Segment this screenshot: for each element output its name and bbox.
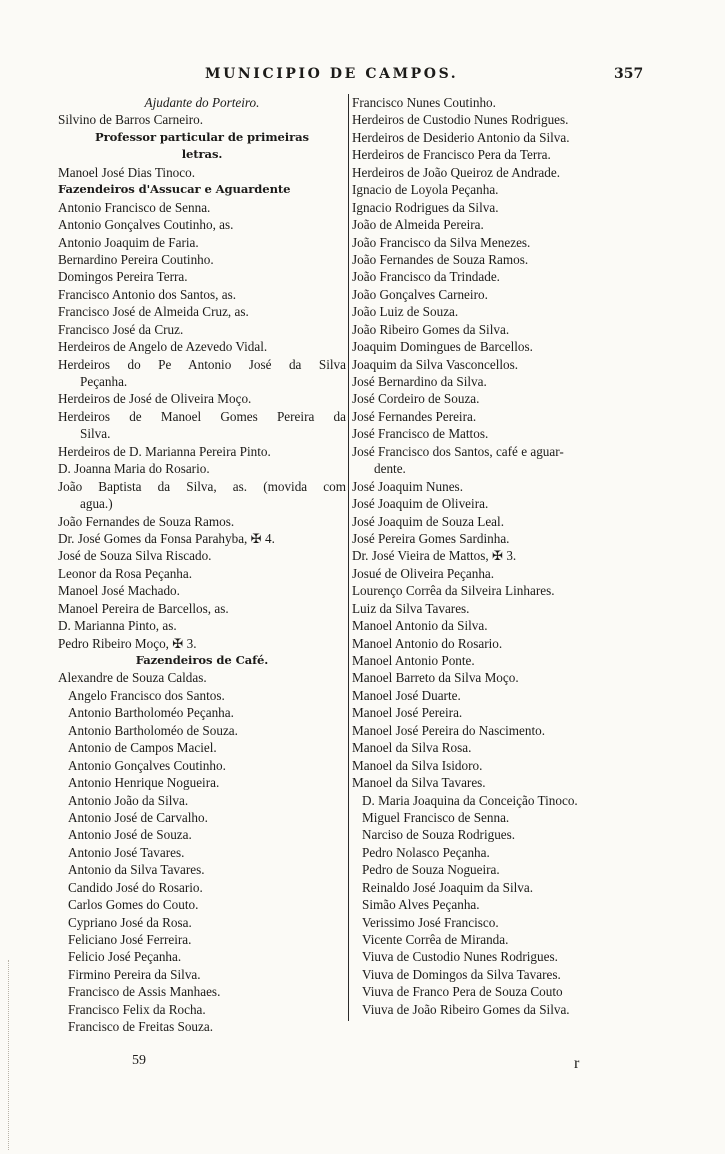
directory-line: Manoel José Pereira. — [352, 705, 463, 721]
directory-line: Felicio José Peçanha. — [68, 949, 182, 965]
directory-line: Herdeiros de Custodio Nunes Rodrigues. — [352, 112, 569, 128]
directory-line: Herdeiros de João Queiroz de Andrade. — [352, 164, 560, 180]
directory-line: João Baptista da Silva, as. (movida com — [58, 478, 346, 494]
directory-line: Angelo Francisco dos Santos. — [68, 687, 225, 703]
directory-line: José Cordeiro de Souza. — [352, 391, 480, 407]
directory-line: Manoel da Silva Rosa. — [352, 740, 472, 756]
directory-line: Fazendeiros d'Assucar e Aguardente — [58, 182, 291, 197]
footer-mark: r — [574, 1055, 580, 1072]
directory-line: D. Joanna Maria do Rosario. — [58, 461, 210, 477]
directory-line: José Joaquim de Oliveira. — [352, 496, 489, 512]
directory-line: Antonio Joaquim de Faria. — [58, 234, 199, 250]
directory-line: agua.) — [80, 496, 113, 512]
directory-line: José Joaquim de Souza Leal. — [352, 513, 504, 529]
directory-line: Firmino Pereira da Silva. — [68, 966, 201, 982]
directory-line: Peçanha. — [80, 374, 128, 389]
directory-line: Viuva de Domingos da Silva Tavares. — [362, 966, 561, 982]
directory-line: Dr. José Gomes da Fonsa Parahyba, ✠ 4. — [58, 530, 275, 546]
directory-line: Herdeiros de Manoel Gomes Pereira da — [58, 408, 346, 424]
directory-line: Manoel José Duarte. — [352, 687, 461, 703]
directory-line: João Fernandes de Souza Ramos. — [352, 251, 529, 267]
directory-line: Manoel José Machado. — [58, 583, 180, 599]
page-number: 357 — [614, 66, 644, 82]
directory-line: Francisco José da Cruz. — [58, 321, 184, 337]
directory-line: Francisco Antonio dos Santos, as. — [58, 286, 237, 302]
directory-line: Pedro Nolasco Peçanha. — [362, 844, 490, 860]
directory-line: Antonio Francisco de Senna. — [58, 199, 211, 215]
directory-line: Leonor da Rosa Peçanha. — [58, 565, 193, 581]
directory-line: Viuva de Franco Pera de Souza Couto — [362, 984, 563, 1000]
directory-line: Francisco de Assis Manhaes. — [68, 984, 221, 1000]
directory-line: Viuva de Custodio Nunes Rodrigues. — [362, 949, 558, 965]
directory-line: Alexandre de Souza Caldas. — [58, 670, 207, 686]
directory-line: Bernardino Pereira Coutinho. — [58, 251, 214, 267]
directory-line: José Joaquim Nunes. — [352, 478, 463, 494]
directory-line: João de Almeida Pereira. — [352, 217, 484, 233]
directory-line: Pedro de Souza Nogueira. — [362, 862, 500, 878]
directory-line: Manoel Antonio do Rosario. — [352, 635, 503, 651]
directory-line: Domingos Pereira Terra. — [58, 269, 188, 285]
directory-line: Herdeiros de Angelo de Azevedo Vidal. — [58, 339, 268, 355]
directory-line: Manoel Pereira de Barcellos, as. — [58, 600, 229, 616]
directory-line: Miguel Francisco de Senna. — [362, 809, 510, 825]
right-column — [348, 94, 678, 1021]
directory-line: Antonio Gonçalves Coutinho, as. — [58, 217, 234, 233]
directory-line: Josué de Oliveira Peçanha. — [352, 565, 495, 581]
directory-line: Silvino de Barros Carneiro. — [58, 112, 204, 128]
directory-line: Francisco Nunes Coutinho. — [352, 95, 496, 110]
directory-line: Antonio João da Silva. — [68, 792, 189, 808]
directory-line: João Gonçalves Carneiro. — [352, 286, 488, 302]
directory-line: Narciso de Souza Rodrigues. — [362, 827, 516, 843]
directory-line: Carlos Gomes do Couto. — [68, 897, 199, 913]
directory-line: João Fernandes de Souza Ramos. — [58, 513, 235, 529]
directory-line: Pedro Ribeiro Moço, ✠ 3. — [58, 635, 197, 651]
page-header — [0, 66, 725, 88]
directory-line: Antonio de Campos Maciel. — [68, 740, 217, 756]
directory-line: Reinaldo José Joaquim da Silva. — [362, 879, 534, 895]
directory-line: Vicente Corrêa de Miranda. — [362, 932, 509, 947]
directory-line: Ignacio de Loyola Peçanha. — [352, 182, 499, 198]
directory-line: Antonio José de Souza. — [68, 827, 192, 843]
directory-line: João Francisco da Trindade. — [352, 269, 500, 285]
directory-line: Simão Alves Peçanha. — [362, 897, 480, 913]
directory-line: dente. — [374, 461, 406, 477]
signature-mark: 59 — [132, 1053, 146, 1068]
directory-line: Lourenço Corrêa da Silveira Linhares. — [352, 583, 555, 599]
directory-line: João Francisco da Silva Menezes. — [352, 234, 531, 250]
directory-line: José de Souza Silva Riscado. — [58, 548, 212, 564]
directory-line: Silva. — [80, 426, 111, 442]
directory-line: Dr. José Vieira de Mattos, ✠ 3. — [352, 548, 517, 564]
directory-line: Fazendeiros de Café. — [135, 653, 269, 667]
directory-line: Viuva de João Ribeiro Gomes da Silva. — [362, 1001, 570, 1017]
directory-line: Antonio Bartholoméo Peçanha. — [68, 705, 234, 721]
directory-line: letras. — [181, 147, 223, 162]
directory-line: Manoel Antonio Ponte. — [352, 653, 475, 668]
margin-rule — [8, 960, 9, 1150]
directory-line: Francisco de Freitas Souza. — [68, 1019, 214, 1035]
page-title: MUNICIPIO DE CAMPOS. — [205, 66, 459, 82]
directory-line: José Francisco de Mattos. — [352, 426, 489, 442]
directory-line: Cypriano José da Rosa. — [68, 914, 192, 930]
directory-line: Antonio Gonçalves Coutinho. — [68, 757, 226, 773]
directory-line: José Francisco dos Santos, café e aguar- — [352, 443, 564, 459]
directory-line: Antonio da Silva Tavares. — [68, 862, 205, 878]
directory-line: Candido José do Rosario. — [68, 879, 203, 895]
directory-line: Antonio José Tavares. — [68, 844, 185, 860]
directory-line: Antonio Henrique Nogueira. — [68, 775, 220, 791]
directory-line: Manoel José Dias Tinoco. — [58, 164, 196, 180]
directory-line: Professor particular de primeiras — [95, 129, 309, 144]
directory-line: Manoel José Pereira do Nascimento. — [352, 722, 545, 738]
directory-line: Manoel da Silva Isidoro. — [352, 757, 483, 773]
directory-line: Feliciano José Ferreira. — [68, 932, 192, 947]
directory-line: João Luiz de Souza. — [352, 304, 459, 320]
directory-line: Manoel Antonio da Silva. — [352, 618, 488, 634]
directory-line: Manoel da Silva Tavares. — [352, 775, 486, 791]
directory-line: Francisco Felix da Rocha. — [68, 1001, 206, 1017]
directory-line: Francisco José de Almeida Cruz, as. — [58, 304, 249, 320]
directory-line: Verissimo José Francisco. — [362, 914, 499, 930]
directory-line: Ignacio Rodrigues da Silva. — [352, 199, 499, 215]
directory-line: Herdeiros de D. Marianna Pereira Pinto. — [58, 443, 271, 459]
directory-line: João Ribeiro Gomes da Silva. — [352, 321, 510, 337]
directory-line: D. Maria Joaquina da Conceição Tinoco. — [362, 792, 578, 808]
directory-line: Herdeiros de José de Oliveira Moço. — [58, 391, 252, 407]
directory-line: Joaquim Domingues de Barcellos. — [352, 339, 533, 355]
directory-line: Herdeiros de Francisco Pera da Terra. — [352, 147, 551, 163]
directory-line: José Bernardino da Silva. — [352, 374, 487, 389]
directory-line: José Fernandes Pereira. — [352, 408, 477, 424]
directory-line: Luiz da Silva Tavares. — [352, 600, 470, 616]
directory-line: Antonio José de Carvalho. — [68, 809, 208, 825]
directory-line: Antonio Bartholoméo de Souza. — [68, 722, 238, 738]
directory-line: Herdeiros do Pe Antonio José da Silva — [58, 356, 346, 372]
directory-line: José Pereira Gomes Sardinha. — [352, 530, 510, 546]
directory-line: D. Marianna Pinto, as. — [58, 618, 177, 634]
directory-line: Herdeiros de Desiderio Antonio da Silva. — [352, 129, 570, 145]
left-column — [58, 94, 346, 1036]
directory-line: Joaquim da Silva Vasconcellos. — [352, 356, 519, 372]
directory-line: Ajudante do Porteiro. — [144, 95, 260, 110]
directory-line: Manoel Barreto da Silva Moço. — [352, 670, 519, 686]
